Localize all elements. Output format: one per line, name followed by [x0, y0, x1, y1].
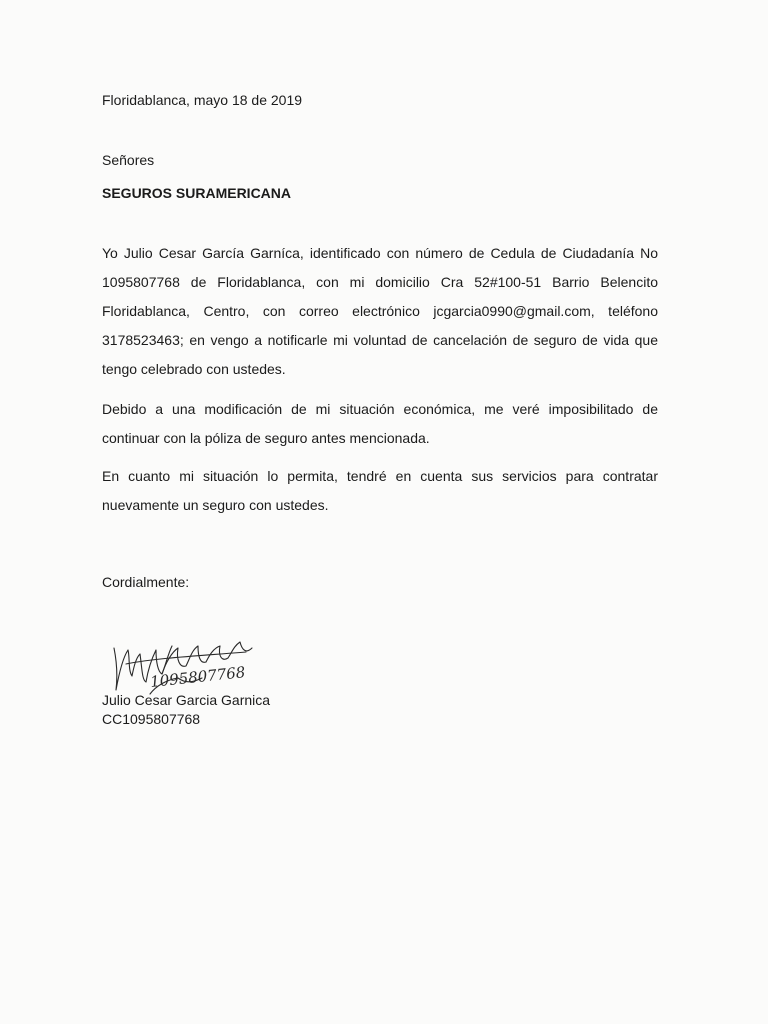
signer-id: CC1095807768: [102, 711, 201, 727]
paragraph-3: En cuanto mi situación lo permita, tendré en cuenta sus servicios para contratar nuevamente un seguro con ustedes.: [102, 468, 658, 513]
salutation: Señores: [102, 152, 155, 168]
recipient: SEGUROS SURAMERICANA: [102, 185, 292, 201]
paragraph-1: Yo Julio Cesar García Garníca, identificado con número de Cedula de Ciudadanía No 1095807768 de Floridablanca, con mi domicilio Cra 52#100-51 Barrio Belencito Floridablanca, Centro, con correo electrónico jcgarcia0990@gmail.com, teléfono 3178523463; en vengo a notificarle mi voluntad de cancelación de seguro de vida que tengo celebrado con ustedes.: [102, 245, 658, 377]
paragraph-2: Debido a una modificación de mi situación económica, me veré imposibilitado de continuar con la póliza de seguro antes mencionada.: [102, 401, 658, 446]
signature-id-number: 1095807768: [149, 663, 247, 691]
closing: Cordialmente:: [102, 574, 190, 590]
place-date: Floridablanca, mayo 18 de 2019: [102, 92, 303, 108]
signer-name: Julio Cesar Garcia Garnica: [102, 692, 271, 708]
